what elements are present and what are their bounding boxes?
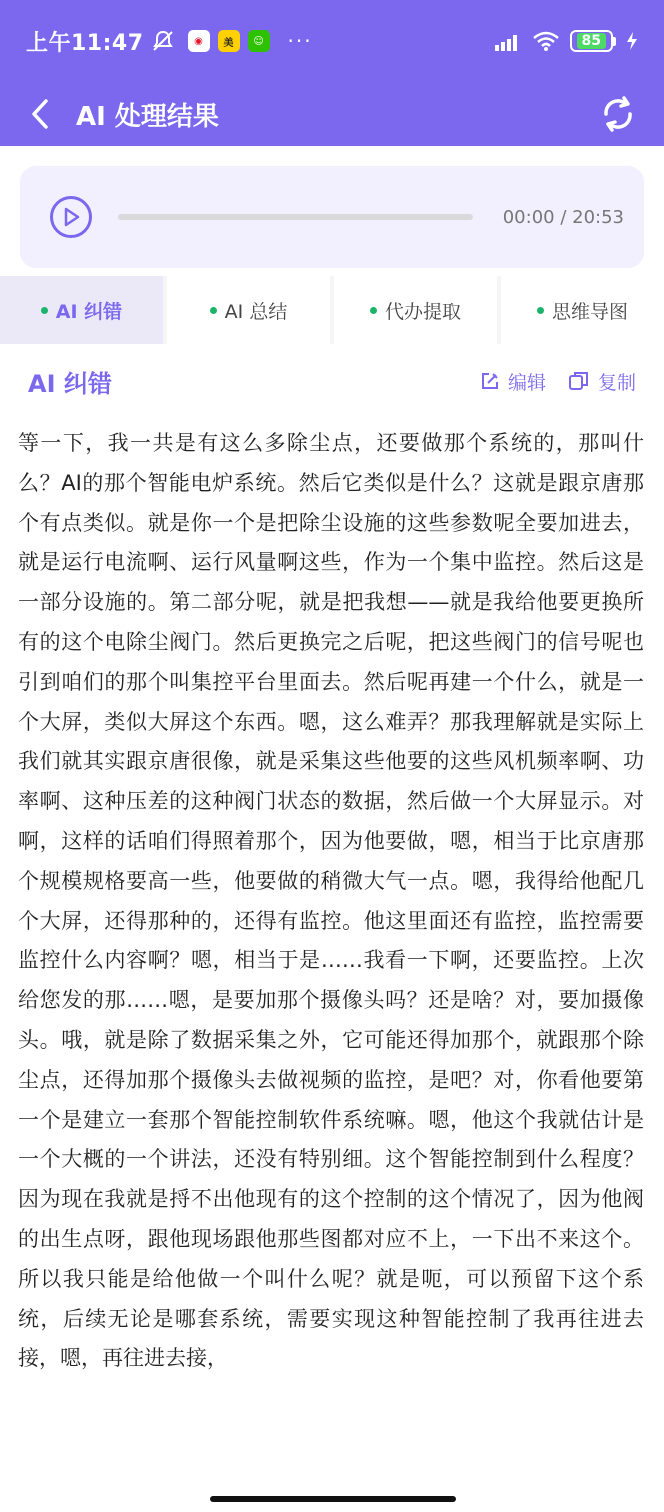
audio-player [20,166,644,268]
notification-apps [188,30,270,52]
refresh-icon [598,94,638,134]
refresh-button[interactable] [598,94,638,134]
wechat-icon: ☺ [248,30,270,52]
tab-bar [0,276,664,344]
status-dot [210,307,217,314]
wifi-icon [532,30,560,52]
tab-ai-correction[interactable] [0,276,163,344]
charging-icon [626,31,638,51]
transcript-text: 等一下，我一共是有这么多除尘点，还要做那个系统的，那叫什么？AI的那个智能电炉系统。然后它类似是什么？这就是跟京唐那个有点类似。就是你一个是把除尘设施的这些参数呢全要加进去，就是运行电流啊、运行风量啊这些，作为一个集中监控。然后这是一部分设施的。第二部分呢，就是把我想——就是我给他要更换所有的这个电除尘阀门。然后更换完之后呢，把这些阀门的信号呢也引到咱们的那个叫集控平台里面去。然后呢再建一个什么，就是一个大屏，类似大屏这个东西。嗯，这么难弄？那我理解就是实际上我们就其实跟京唐很像，就是采集这些他要的这些风机频率啊、功率啊、这种压差的这种阀门状态的数据，然后做一个大屏显示。对啊，这样的话咱们得照着那个，因为他要做，嗯，相当于比京唐那个规模规格要高一些，他要做的稍微大气一点。嗯，我得给他配几个大屏，还得那种的，还得有监控。他这里面还有监控，监控需要监控什么内容啊？嗯，相当于是……我看一下啊，还要监控。上次给您发的那……嗯，是要加那个摄像头吗？还是啥？对，要加摄像头。哦，就是除了数据采集之外，它可能还得加那个，就跟那个除尘点，还得加那个摄像头去做视频的监控，是吧？对，你看他要第一个是建立一套那个智能控制软件系统嘛。嗯，他这个我就估计是一个大概的一个讲法，还没有特别细。这个智能控制到什么程度？因为现在我就是捋不出他现有的这个控制的这个情况了，因为他阀的出生点呀，跟他现场跟他那些图都对应不上，一下出不来这个。所以我只能是给他做一个叫什么呢？就是呃，可以预留下这个系统，后续无论是哪套系统，需要实现这种智能控制了我再往进去接，嗯，再往进去接， [18,431,644,1371]
tab-label: 思维导图 [551,300,628,323]
back-button[interactable] [30,94,62,134]
mute-bell-icon [150,29,176,53]
tab-label: AI 纠错 [55,300,123,323]
progress-bar[interactable] [118,214,473,220]
copy-button[interactable] [568,368,636,395]
meituan-icon: 美 [218,30,240,52]
status-time: 上午11:47 [26,30,144,56]
section-title: AI 纠错 [28,369,112,398]
more-notifications-icon: ··· [287,29,313,53]
page-title: AI 处理结果 [76,101,219,132]
play-button[interactable] [50,196,92,238]
content-actions [480,368,636,395]
status-dot [370,307,377,314]
tab-label: AI 总结 [224,300,288,323]
status-right [494,30,638,52]
tab-label: 代办提取 [384,300,461,323]
battery-level: 85 [577,33,606,49]
tab-mind-map[interactable] [501,276,664,344]
chevron-left-icon [30,98,50,130]
status-dot [41,307,48,314]
edit-label: 编辑 [507,371,546,394]
tab-ai-summary[interactable] [167,276,330,344]
weibo-icon: ◉ [188,30,210,52]
edit-button[interactable] [480,368,546,395]
top-bar [0,0,664,146]
nav-bar [0,82,664,146]
status-bar [0,0,664,82]
battery-indicator [570,30,616,52]
signal-icon [494,31,522,51]
play-icon [62,207,80,227]
copy-label: 复制 [597,371,636,394]
home-indicator[interactable] [210,1496,456,1502]
status-dot [537,307,544,314]
content-header [0,344,664,418]
playback-time: 00:00 / 20:53 [502,206,624,228]
edit-icon [480,371,500,391]
tab-todo-extraction[interactable] [334,276,497,344]
copy-icon [568,370,590,392]
